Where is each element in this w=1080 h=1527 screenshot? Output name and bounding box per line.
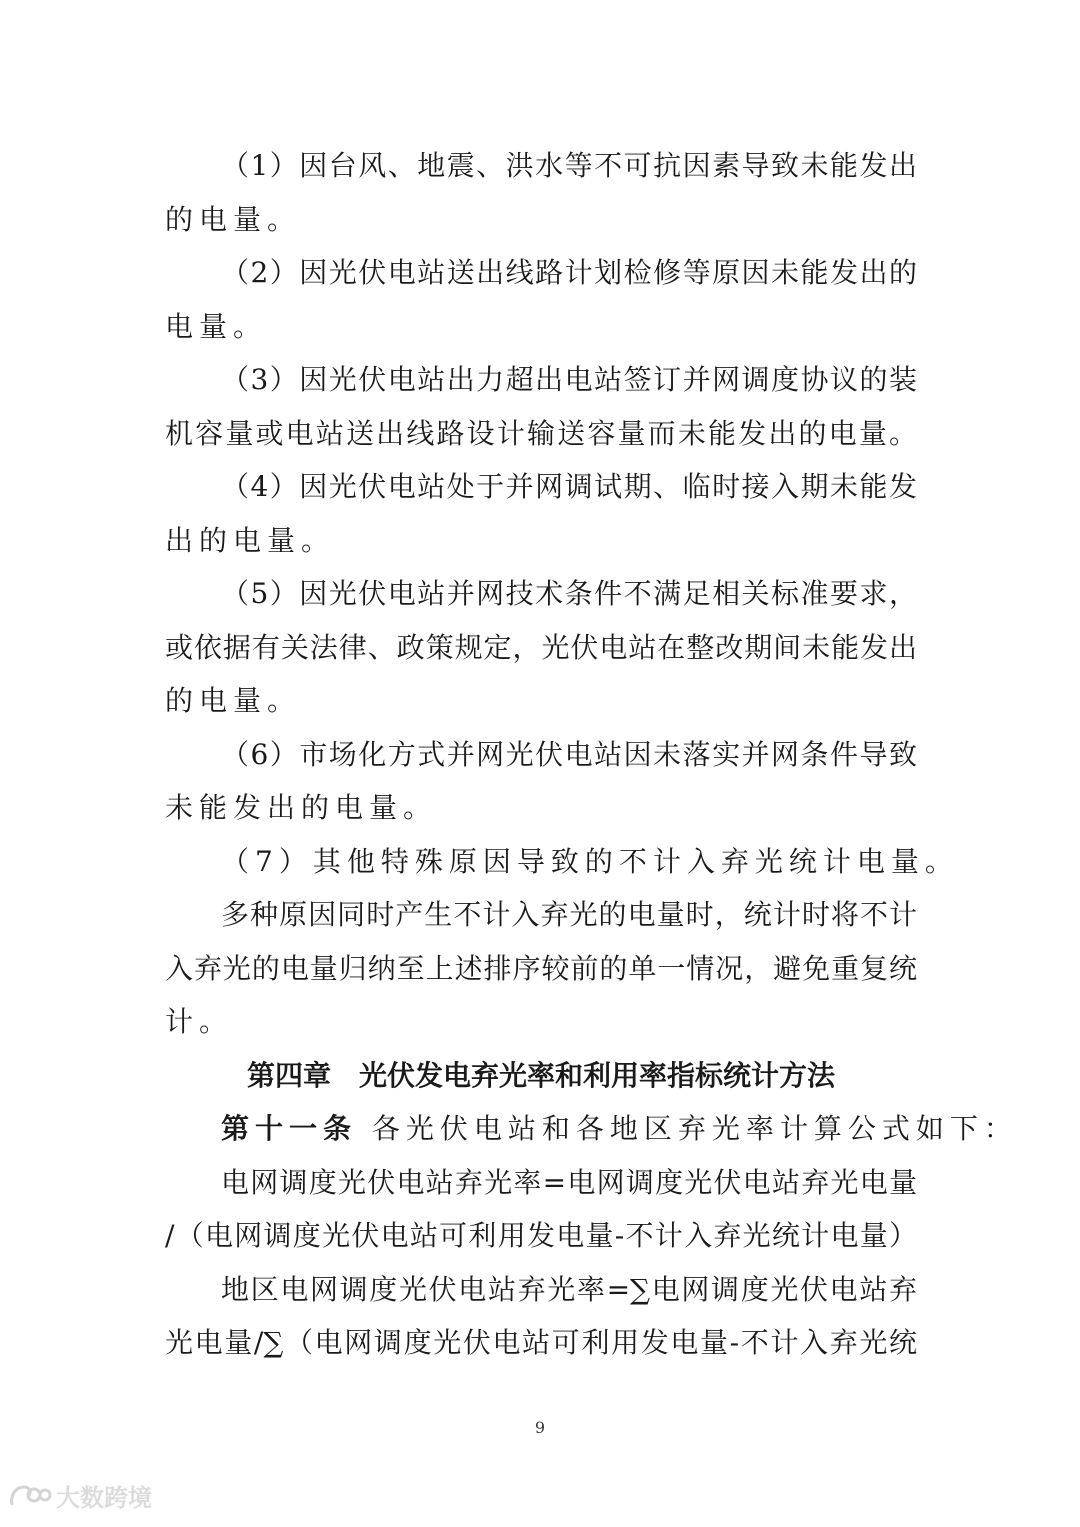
formula-region bbox=[165, 1263, 917, 1370]
paragraph-line: （4）因光伏电站处于并网调试期、临时接入期未能发 bbox=[221, 470, 917, 503]
paragraph-line: 多种原因同时产生不计入弃光的电量时，统计时将不计 bbox=[221, 898, 917, 931]
paragraph-line: 的电量。 bbox=[165, 202, 302, 236]
chapter-title: 光伏发电弃光率和利用率指标统计方法 bbox=[359, 1058, 836, 1092]
list-item-1 bbox=[165, 139, 917, 246]
note-paragraph bbox=[165, 888, 917, 1049]
formula-line: 电网调度光伏电站弃光率=电网调度光伏电站弃光电量 bbox=[221, 1165, 917, 1199]
page-number: 9 bbox=[534, 1418, 546, 1437]
chapter-heading bbox=[165, 1049, 917, 1103]
paragraph-line: 未能发出的电量。 bbox=[165, 791, 438, 824]
paragraph-line: 或依据有关法律、政策规定，光伏电站在整改期间未能发出 bbox=[165, 630, 917, 664]
paragraph-line: 出的电量。 bbox=[165, 523, 336, 557]
paragraph-line: （6）市场化方式并网光伏电站因未落实并网条件导致 bbox=[221, 737, 917, 771]
paragraph-line: 的电量。 bbox=[165, 684, 302, 717]
logo-icon bbox=[8, 1481, 52, 1511]
paragraph-line: （3）因光伏电站出力超出电站签订并网调度协议的装 bbox=[221, 363, 917, 396]
paragraph-line: 入弃光的电量归纳至上述排序较前的单一情况，避免重复统 bbox=[165, 951, 917, 985]
paragraph-line: （2）因光伏电站送出线路计划检修等原因未能发出的 bbox=[221, 256, 917, 289]
watermark-text: 大数跨境 bbox=[56, 1484, 152, 1512]
list-item-6 bbox=[165, 728, 917, 835]
formula-line: 地区电网调度光伏电站弃光率=∑电网调度光伏电站弃 bbox=[221, 1272, 917, 1306]
paragraph-line: 计。 bbox=[165, 1005, 234, 1038]
article-title: 第十一条 bbox=[221, 1112, 358, 1145]
list-item-3 bbox=[165, 353, 917, 460]
article-text: 各光伏电站和各地区弃光率计算公式如下： bbox=[371, 1112, 1018, 1145]
paragraph-line: （5）因光伏电站并网技术条件不满足相关标准要求， bbox=[221, 577, 917, 610]
formula-station bbox=[165, 1156, 917, 1263]
paragraph-line: 机容量或电站送出线路设计输送容量而未能发出的电量。 bbox=[165, 416, 917, 450]
article-paragraph bbox=[165, 1102, 1018, 1156]
list-item-4 bbox=[165, 460, 917, 567]
paragraph-line: 电量。 bbox=[165, 309, 268, 343]
formula-line: 光电量/∑（电网调度光伏电站可利用发电量-不计入弃光统 bbox=[165, 1326, 917, 1359]
formula-line: /（电网调度光伏电站可利用发电量-不计入弃光统计电量） bbox=[165, 1219, 917, 1252]
list-item-5 bbox=[165, 567, 917, 728]
paragraph-line: （1）因台风、地震、洪水等不可抗因素导致未能发出 bbox=[221, 149, 917, 182]
list-item-2 bbox=[165, 246, 917, 353]
list-item-7 bbox=[165, 835, 959, 889]
paragraph-line: （7）其他特殊原因导致的不计入弃光统计电量。 bbox=[221, 844, 959, 878]
watermark bbox=[8, 1478, 152, 1513]
chapter-number: 第四章 bbox=[246, 1058, 331, 1092]
body-text bbox=[165, 139, 1018, 1370]
